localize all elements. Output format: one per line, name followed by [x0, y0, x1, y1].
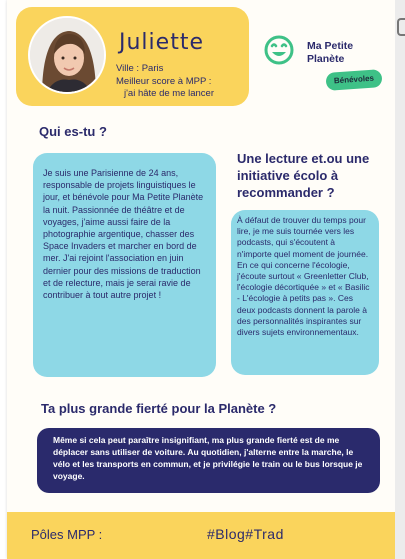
profile-card	[16, 7, 249, 106]
pride-text: Même si cela peut paraître insignifiant, ma plus grande fierté est de me déplacer sans utiliser de voiture. Au quotidien, j'alterne entre la marche, le vélo et les transports en commun, et je privilégie le train ou le bus lorsque je voyage.	[53, 435, 363, 481]
brand-name	[307, 40, 353, 66]
footer-tags: #Blog#Trad	[207, 526, 284, 542]
side-panel-tab-icon[interactable]	[397, 18, 405, 36]
avatar	[28, 16, 106, 94]
footer-bar	[7, 512, 395, 559]
pride-bubble	[37, 428, 380, 493]
who-bubble	[33, 153, 216, 377]
pride-title: Ta plus grande fierté pour la Planète ?	[41, 401, 277, 416]
who-title: Qui es-tu ?	[39, 124, 107, 139]
who-text: Je suis une Parisienne de 24 ans, responsable de projets linguistiques le jour, et bénévole pour Ma Petite Planète la nuit. Passionnée de théâtre et de voyages, j'aime aussi faire de la photographie argentique, chasser des Space Invaders et marcher en bord de mer. J'ai rejoint l'association en juin dernier pour des missions de traduction et de relecture, mais je serai ravie de contribuer à tout autre projet !	[43, 168, 204, 301]
volunteer-profile-page	[7, 0, 395, 559]
profile-score-value: j'ai hâte de me lancer	[124, 88, 215, 99]
reading-title: Une lecture et.ou une initiative écolo à recommander ?	[237, 151, 370, 200]
reading-text: À défaut de trouver du temps pour lire, je me suis tournée vers les podcasts, qui s'écoutent à n'importe quel moment de journée. En ce qui concerne l'écologie, j'écoute surtout « Greenletter Club, l'écologie décortiquée » et « Basilic - L'écologie à petits pas ». Ces deux podcasts donnent la parole à des personnalités inspirantes sur divers sujets environnementaux.	[237, 215, 370, 338]
scrollbar-gutter[interactable]	[395, 0, 405, 559]
profile-score-label: Meilleur score à MPP :	[116, 75, 212, 87]
footer-label: Pôles MPP :	[31, 527, 103, 542]
profile-city: Ville : Paris	[116, 63, 164, 74]
reading-bubble	[231, 210, 379, 375]
profile-name: Juliette	[119, 30, 204, 55]
brand-name-line2: Planète	[307, 53, 345, 65]
brand-name-line1: Ma Petite	[307, 40, 354, 52]
volunteer-badge: Bénévoles	[325, 69, 382, 91]
profile-details	[116, 63, 214, 101]
avatar-photo	[30, 18, 106, 94]
smiley-planet-icon	[263, 34, 295, 66]
